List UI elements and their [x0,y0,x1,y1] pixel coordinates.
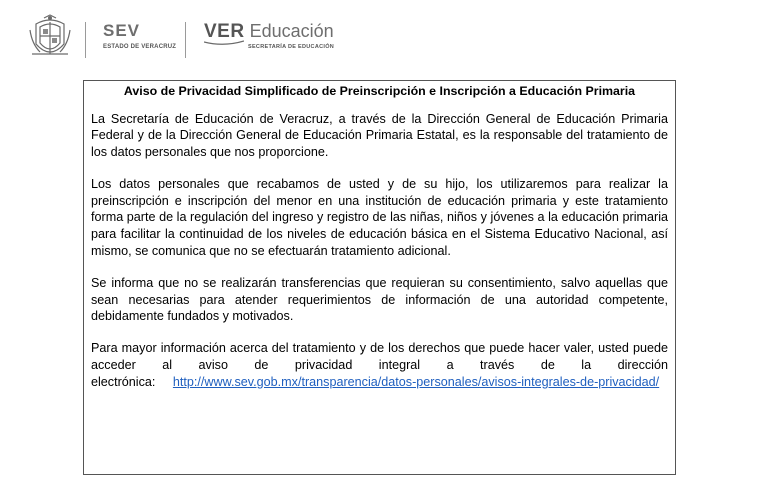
notice-paragraph-more-info [91,340,668,390]
privacy-notice-box [83,80,676,475]
header-divider [85,22,86,58]
notice-paragraph-responsible: La Secretaría de Educación de Veracruz, a través de la Dirección General de Educación Primaria Federal y de la Dirección General de Educación Primaria Estatal, es la responsable del tratamiento de los datos personales que nos proporcione. [91,111,668,160]
ver-educacion-logo [204,21,334,50]
privacy-notice-title: Aviso de Privacidad Simplificado de Preinscripción e Inscripción a Educación Primaria [123,84,636,98]
veracruz-coat-of-arms-icon [28,14,72,62]
ver-logo-subtitle: SECRETARÍA DE EDUCACIÓN [248,44,335,50]
notice-paragraph-transfers: Se informa que no se realizarán transferencias que requieran su consentimiento, salvo aquellas que sean necesarias para atender requerimientos de información de una autoridad competente, debidamente fundados y motivados. [91,275,668,324]
ver-swoosh-icon [204,40,244,46]
sev-logo-title: SEV [103,21,141,40]
header-divider [185,22,186,58]
sev-logo [103,22,176,50]
ver-logo-mark: VER [204,21,245,42]
more-info-text: Para mayor información acerca del tratamiento y de los derechos que puede hacer valer, usted puede acceder al aviso de privacidad integral a través de la dirección electrónica: [91,341,668,389]
privacy-notice-link[interactable]: http://www.sev.gob.mx/transparencia/datos-personales/avisos-integrales-de-privacidad/ [172,374,660,389]
header [0,0,759,72]
sev-logo-subtitle: ESTADO DE VERACRUZ [103,44,177,50]
ver-logo-title: Educación [249,21,334,41]
notice-paragraph-data-usage: Los datos personales que recabamos de usted y de su hijo, los utilizaremos para realizar la preinscripción e inscripción del menor en una institución de educación primaria y este tratamiento forma parte de la regulación del ingreso y registro de las niñas, niños y jóvenes a la educación primaria para facilitar la continuidad de los niveles de educación básica en el Sistema Educativo Nacional, así mismo, se comunica que no se efectuarán tratamiento adicional. [91,176,668,259]
